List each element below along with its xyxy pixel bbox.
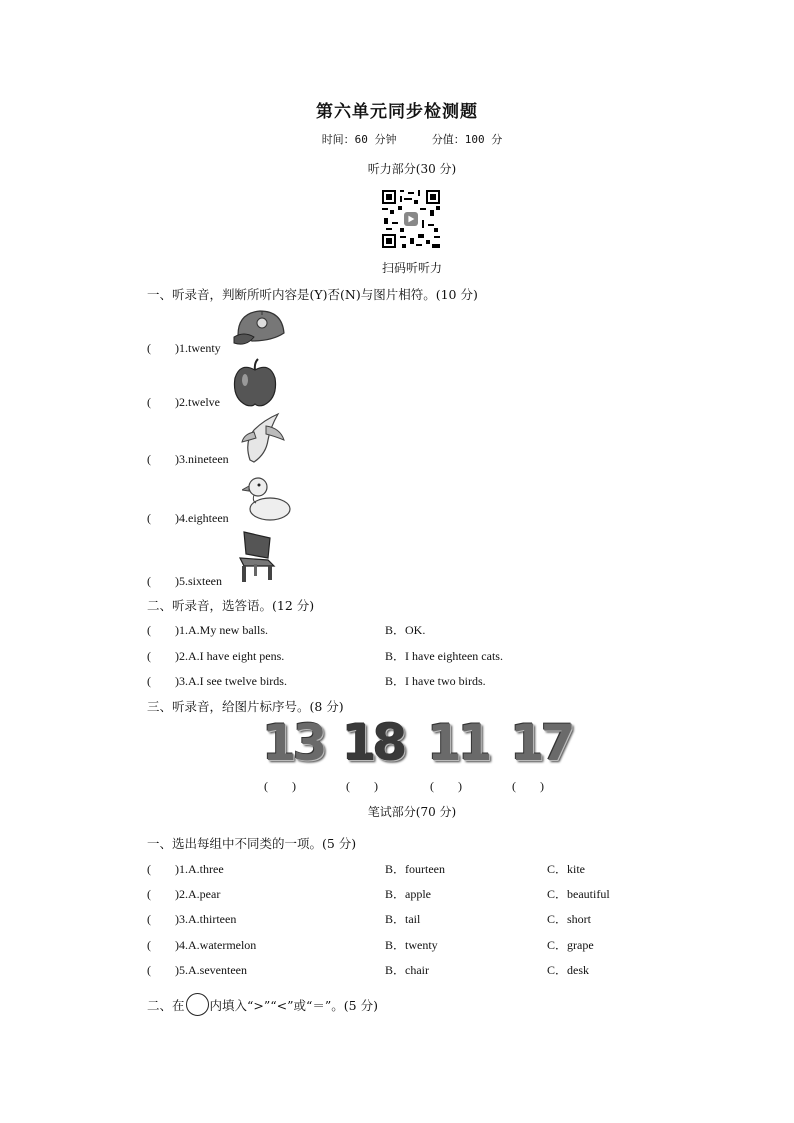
option-c: C．short [547, 912, 592, 926]
chair-image [234, 530, 278, 584]
answer-blank[interactable]: ( ) [512, 779, 544, 793]
answer-blank[interactable]: ( ) [147, 912, 179, 926]
banana-image [240, 412, 286, 464]
option-b: B．tail [385, 912, 421, 926]
duck-image [242, 471, 294, 523]
answer-blank[interactable]: ( ) [147, 649, 179, 663]
option-c: C．grape [547, 938, 594, 952]
writing-part1-item: ( )2.A.pear [147, 887, 221, 901]
answer-blank[interactable]: ( ) [430, 779, 462, 793]
listening-part3-heading: 三、听录音，给图片标序号。(8 分) [147, 699, 344, 714]
writing-part1-item: ( )5.A.seventeen [147, 963, 247, 977]
listening-part2-item: ( )3.A.I see twelve birds. [147, 674, 287, 688]
answer-blank[interactable]: ( ) [147, 511, 179, 525]
listening-part1-item: ( )5.sixteen [147, 574, 222, 588]
listening-part1-item: ( )4.eighteen [147, 511, 229, 525]
listening-part2-item: ( )2.A.I have eight pens. [147, 649, 285, 663]
answer-blank[interactable]: ( ) [147, 938, 179, 952]
exam-meta [0, 131, 794, 147]
writing-part1-item: ( )4.A.watermelon [147, 938, 257, 952]
writing-part1-heading: 一、选出每组中不同类的一项。(5 分) [147, 836, 357, 851]
qr-code-image[interactable] [382, 190, 440, 248]
number-18-image: 18 [342, 714, 404, 772]
answer-blank[interactable]: ( ) [147, 574, 179, 588]
answer-blank[interactable]: ( ) [147, 341, 179, 355]
cap-image [232, 307, 288, 349]
time-limit: 时间：60 分钟 [321, 133, 397, 146]
number-11-image: 11 [427, 714, 489, 772]
option-b: B．apple [385, 887, 431, 901]
answer-blank[interactable]: ( ) [147, 395, 179, 409]
answer-blank[interactable]: ( ) [147, 623, 179, 637]
number-17-image: 17 [510, 714, 572, 772]
listening-part2-item: ( )1.A.My new balls. [147, 623, 268, 637]
listening-part1-item: ( )3.nineteen [147, 452, 229, 466]
option-b: B．fourteen [385, 862, 445, 876]
answer-blank[interactable]: ( ) [264, 779, 296, 793]
listening-part1-item: ( )2.twelve [147, 395, 220, 409]
listening-section-header: 听力部分(30 分) [367, 162, 457, 176]
option-b: B．I have eighteen cats. [385, 649, 503, 663]
listening-part1-item: ( )1.twenty [147, 341, 221, 355]
circle-icon [186, 993, 209, 1016]
answer-blank[interactable]: ( ) [147, 452, 179, 466]
number-13-image: 13 [262, 714, 324, 772]
option-c: C．kite [547, 862, 585, 876]
writing-part1-item: ( )3.A.thirteen [147, 912, 237, 926]
writing-part1-item: ( )1.A.three [147, 862, 224, 876]
total-score: 分值：100 分 [431, 133, 503, 146]
page-title: 第六单元同步检测题 [316, 102, 478, 122]
option-b: B．chair [385, 963, 429, 977]
qr-caption: 扫码听听力 [381, 261, 442, 275]
option-b: B．twenty [385, 938, 438, 952]
listening-part2-heading: 二、听录音，选答语。(12 分) [147, 598, 315, 613]
option-b: B．OK. [385, 623, 426, 637]
answer-blank[interactable]: ( ) [147, 862, 179, 876]
answer-blank[interactable]: ( ) [147, 963, 179, 977]
option-c: C．beautiful [547, 887, 610, 901]
answer-blank[interactable]: ( ) [147, 887, 179, 901]
writing-section-header: 笔试部分(70 分) [367, 805, 457, 819]
answer-blank[interactable]: ( ) [346, 779, 378, 793]
option-b: B．I have two birds. [385, 674, 486, 688]
option-c: C．desk [547, 963, 590, 977]
answer-blank[interactable]: ( ) [147, 674, 179, 688]
listening-part1-heading: 一、听录音，判断所听内容是(Y)否(N)与图片相符。(10 分) [147, 287, 478, 302]
writing-part2-heading: 二、在 内填入“>”“<”或“＝”。(5 分) [147, 993, 378, 1016]
apple-image [230, 358, 280, 408]
